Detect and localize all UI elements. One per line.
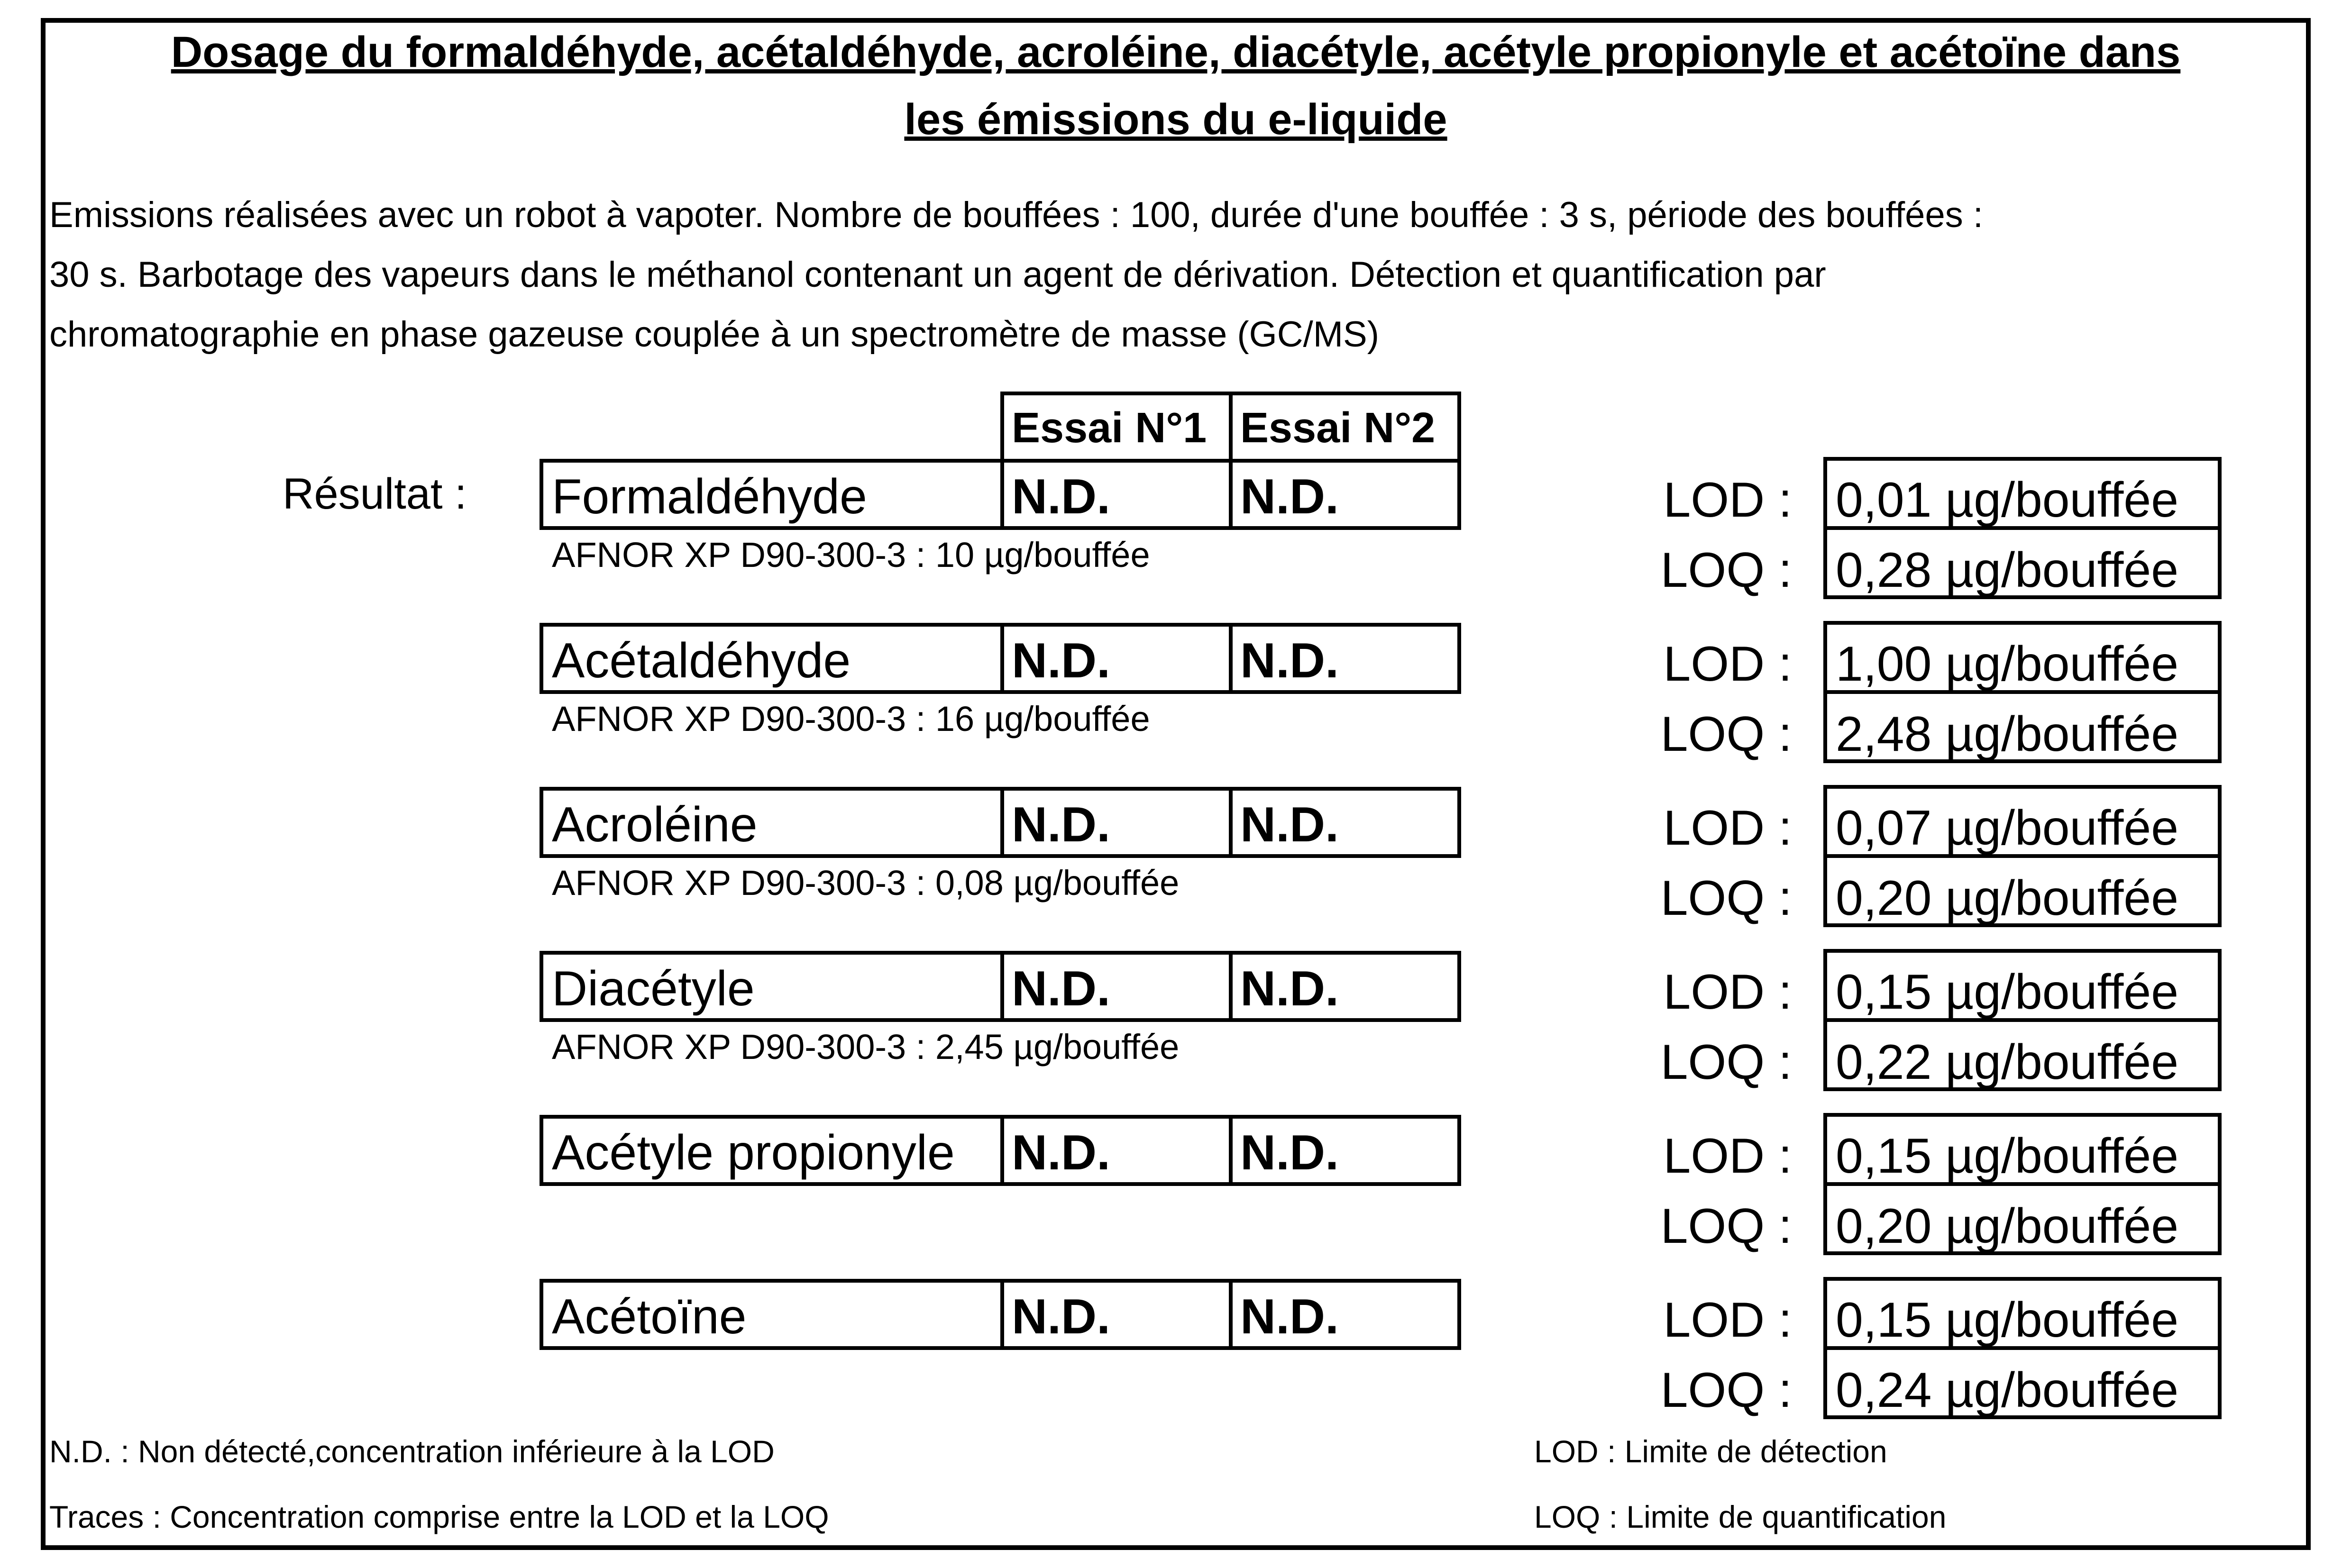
compound-name: Acroléine xyxy=(552,797,758,852)
essai-2-value: N.D. xyxy=(1240,961,1339,1016)
essai-1-value: N.D. xyxy=(1012,1289,1110,1344)
loq-value: 0,28 µg/bouffée xyxy=(1836,543,2179,598)
compound-name: Acétyle propionyle xyxy=(552,1125,955,1180)
essai-2-value: N.D. xyxy=(1240,1289,1339,1344)
header-essai-1-label: Essai N°1 xyxy=(1012,404,1207,452)
loq-value: 2,48 µg/bouffée xyxy=(1836,707,2179,762)
lod-value: 0,07 µg/bouffée xyxy=(1836,801,2179,856)
description-line-3: chromatographie en phase gazeuse couplée à un spectromètre de masse (GC/MS) xyxy=(49,314,1380,355)
loq-value: 0,22 µg/bouffée xyxy=(1836,1035,2179,1090)
essai-2-value: N.D. xyxy=(1240,633,1339,688)
essai-1-value: N.D. xyxy=(1012,633,1110,688)
description-line-2: 30 s. Barbotage des vapeurs dans le méthanol contenant un agent de dérivation. Détection et quantification par xyxy=(49,255,1826,295)
lod-value: 0,01 µg/bouffée xyxy=(1836,473,2179,528)
compound-name: Diacétyle xyxy=(552,961,755,1016)
compound-name: Acétaldéhyde xyxy=(552,633,851,688)
lod-value: 1,00 µg/bouffée xyxy=(1836,637,2179,692)
essai-1-value: N.D. xyxy=(1012,469,1110,524)
header-essai-2-label: Essai N°2 xyxy=(1240,404,1436,452)
lod-value: 0,15 µg/bouffée xyxy=(1836,1293,2179,1348)
afnor-reference: AFNOR XP D90-300-3 : 2,45 µg/bouffée xyxy=(552,1027,1180,1067)
note-loq: LOQ : Limite de quantification xyxy=(1534,1499,1947,1534)
lod-label: LOD : xyxy=(1663,801,1792,856)
loq-label: LOQ : xyxy=(1660,707,1792,762)
loq-label: LOQ : xyxy=(1660,1035,1792,1090)
afnor-reference: AFNOR XP D90-300-3 : 16 µg/bouffée xyxy=(552,699,1150,738)
title-line-2: les émissions du e-liquide xyxy=(904,95,1447,144)
loq-label: LOQ : xyxy=(1660,871,1792,926)
loq-label: LOQ : xyxy=(1660,1199,1792,1254)
title-line-1: Dosage du formaldéhyde, acétaldéhyde, acroléine, diacétyle, acétyle propionyle et acétoïne dans xyxy=(171,28,2181,76)
loq-value: 0,24 µg/bouffée xyxy=(1836,1363,2179,1418)
lod-label: LOD : xyxy=(1663,473,1792,528)
essai-2-value: N.D. xyxy=(1240,469,1339,524)
lod-value: 0,15 µg/bouffée xyxy=(1836,1129,2179,1184)
lod-label: LOD : xyxy=(1663,637,1792,692)
lod-label: LOD : xyxy=(1663,1293,1792,1348)
loq-value: 0,20 µg/bouffée xyxy=(1836,871,2179,926)
essai-2-value: N.D. xyxy=(1240,1125,1339,1180)
afnor-reference: AFNOR XP D90-300-3 : 10 µg/bouffée xyxy=(552,535,1150,574)
lod-value: 0,15 µg/bouffée xyxy=(1836,965,2179,1020)
compound-name: Formaldéhyde xyxy=(552,469,867,524)
essai-1-value: N.D. xyxy=(1012,961,1110,1016)
afnor-reference: AFNOR XP D90-300-3 : 0,08 µg/bouffée xyxy=(552,863,1180,903)
result-label: Résultat : xyxy=(283,470,467,518)
lod-label: LOD : xyxy=(1663,1129,1792,1184)
loq-label: LOQ : xyxy=(1660,543,1792,598)
note-nd: N.D. : Non détecté,concentration inférieure à la LOD xyxy=(49,1434,775,1469)
essai-2-value: N.D. xyxy=(1240,797,1339,852)
lod-label: LOD : xyxy=(1663,965,1792,1020)
loq-value: 0,20 µg/bouffée xyxy=(1836,1199,2179,1254)
note-lod: LOD : Limite de détection xyxy=(1534,1434,1887,1469)
loq-label: LOQ : xyxy=(1660,1363,1792,1418)
note-traces: Traces : Concentration comprise entre la LOD et la LOQ xyxy=(49,1499,829,1534)
essai-1-value: N.D. xyxy=(1012,797,1110,852)
essai-1-value: N.D. xyxy=(1012,1125,1110,1180)
description-line-1: Emissions réalisées avec un robot à vapoter. Nombre de bouffées : 100, durée d'une bouffée : 3 s, période des bouffées : xyxy=(49,195,1983,235)
compound-name: Acétoïne xyxy=(552,1289,747,1344)
